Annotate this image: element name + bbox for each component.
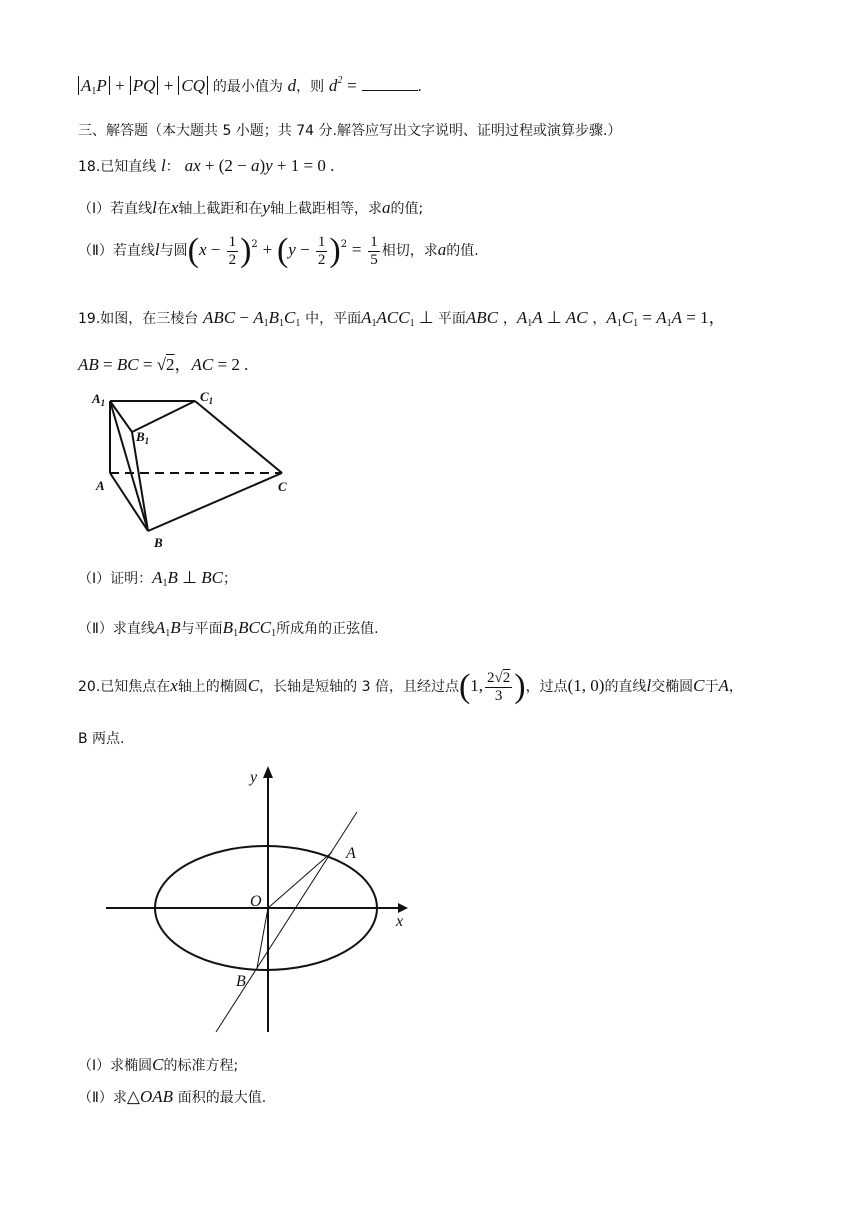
label-x: x bbox=[396, 913, 404, 930]
edge-c1c bbox=[195, 401, 282, 473]
y-axis-arrow bbox=[263, 766, 273, 778]
q20-statement-line2: B 两点. bbox=[78, 731, 125, 747]
q20-statement-line1: 20.已知焦点在x轴上的椭圆C，长轴是短轴的 3 倍，且经过点(1, $\frac{2√2}{3}$ )，过点(1, 0)的直线l交椭圆C于A， bbox=[78, 668, 743, 705]
answer-blank bbox=[362, 78, 418, 91]
label-a: A bbox=[96, 478, 105, 493]
q19-part1: （Ⅰ）证明：$A_1B$ ⊥ BC； bbox=[78, 568, 237, 589]
edge-a1b bbox=[110, 401, 148, 531]
label-b1: $B_1$ bbox=[136, 429, 150, 446]
ellipse-figure bbox=[100, 760, 420, 1040]
edge-ab bbox=[110, 473, 148, 531]
x-axis-arrow bbox=[398, 903, 408, 913]
q18-part2: （Ⅱ）若直线l与圆(x − $\frac{1}{2}$ )$^2$ + (y − $\frac{1}{2}$ )$^2$ = $\frac{1}{5}$ 相切，求a的值. bbox=[78, 232, 479, 269]
line-l bbox=[216, 812, 357, 1032]
label-y: y bbox=[250, 769, 258, 786]
label-b: B bbox=[154, 535, 163, 550]
q19-statement-line1: 19.如图，在三棱台 ABC − $A_1B_1C_1$ 中，平面$A_1ACC_1$ ⊥ 平面ABC ，$A_1A$ ⊥ AC ，$A_1C_1 = A_1A = 1$， bbox=[78, 308, 726, 329]
label-a1: $A_1$ bbox=[92, 391, 106, 408]
label-c: C bbox=[278, 479, 287, 494]
q18-part1: （Ⅰ）若直线l在x轴上截距和在y轴上截距相等，求a的值; bbox=[78, 198, 424, 217]
q19-statement-line2: AB = BC = √2，AC = 2 . bbox=[78, 355, 249, 374]
q20-part2: （Ⅱ）求△OAB 面积的最大值. bbox=[78, 1087, 267, 1106]
label-o: O bbox=[250, 893, 262, 910]
segment-oa bbox=[268, 852, 332, 908]
q18-statement: 18.已知直线 l： ax + (2 − a)y + 1 = 0 . bbox=[78, 156, 335, 175]
edge-b1c1 bbox=[132, 401, 195, 432]
section-three-title: 三、解答题（本大题共 5 小题；共 74 分.解答应写出文字说明、证明过程或演算步骤.） bbox=[78, 123, 622, 139]
label-a: A bbox=[346, 845, 356, 862]
edge-bc bbox=[148, 473, 282, 531]
q20-part1: （Ⅰ）求椭圆C的标准方程; bbox=[78, 1055, 239, 1074]
frustum-figure bbox=[88, 385, 308, 555]
q17-tail: $A_1P$ + PQ + CQ 的最小值为 d，则 $d^2$ = . bbox=[78, 75, 422, 97]
q19-part2: （Ⅱ）求直线$A_1B$与平面$B_1BCC_1$所成角的正弦值. bbox=[78, 618, 379, 639]
label-c1: $C_1$ bbox=[200, 389, 214, 406]
label-b: B bbox=[236, 973, 246, 990]
edge-a1b1 bbox=[110, 401, 132, 432]
